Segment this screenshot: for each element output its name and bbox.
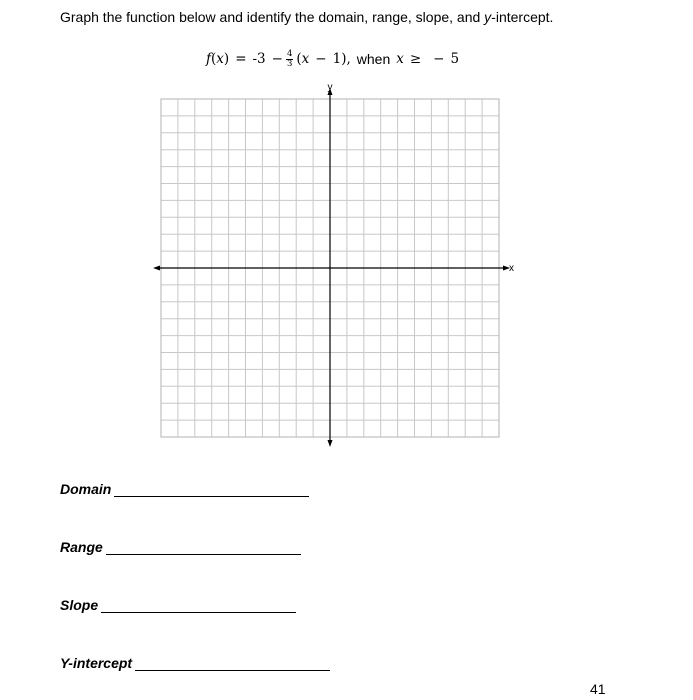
y-axis-down-arrow (328, 440, 333, 447)
formula-open-paren: ( (211, 51, 217, 67)
instruction-text (60, 9, 553, 25)
formula-equals: = (235, 51, 247, 67)
formula-inner-x: x (301, 51, 310, 67)
formula-fraction (286, 50, 293, 69)
y-intercept-field (60, 655, 330, 671)
x-axis-left-arrow (153, 266, 160, 271)
range-answer-line[interactable] (106, 540, 301, 555)
coordinate-grid[interactable] (150, 80, 520, 450)
formula-cond-x: x (396, 51, 404, 67)
y-intercept-label: Y-intercept (60, 655, 133, 671)
y-axis-label: y (327, 82, 333, 93)
instruction-text-end: -intercept. (491, 9, 554, 25)
formula-when: when (356, 51, 391, 67)
formula-inner-minus: − (315, 51, 327, 67)
x-axis-label: x (509, 263, 514, 274)
formula-inner-one: 1 (332, 51, 342, 67)
slope-answer-line[interactable] (101, 598, 296, 613)
formula-cond-value: 5 (450, 51, 460, 67)
formula-close-paren: ) (223, 51, 230, 67)
formula-geq: ≥ (409, 51, 422, 67)
domain-label: Domain (60, 481, 112, 497)
page-number: 41 (590, 681, 606, 697)
formula-paren-close: ), (341, 51, 351, 67)
formula-minus: − (271, 51, 283, 67)
formula-x: x (216, 51, 224, 67)
function-formula (206, 46, 459, 72)
domain-answer-line[interactable] (114, 482, 309, 497)
domain-field (60, 481, 309, 497)
instruction-y-italic: y (484, 9, 492, 25)
fraction-numerator: 4 (286, 48, 293, 59)
formula-constant: -3 (252, 51, 266, 67)
formula-cond-minus: − (433, 51, 445, 67)
formula-f: f (206, 51, 211, 67)
y-intercept-answer-line[interactable] (135, 656, 330, 671)
range-field (60, 539, 301, 555)
formula-paren-open: ( (296, 51, 302, 67)
slope-field (60, 597, 296, 613)
slope-label: Slope (60, 597, 99, 613)
range-label: Range (60, 539, 103, 555)
instruction-text-start: Graph the function below and identify the domain, range, slope, and (60, 9, 485, 25)
fraction-denominator: 3 (286, 58, 293, 69)
